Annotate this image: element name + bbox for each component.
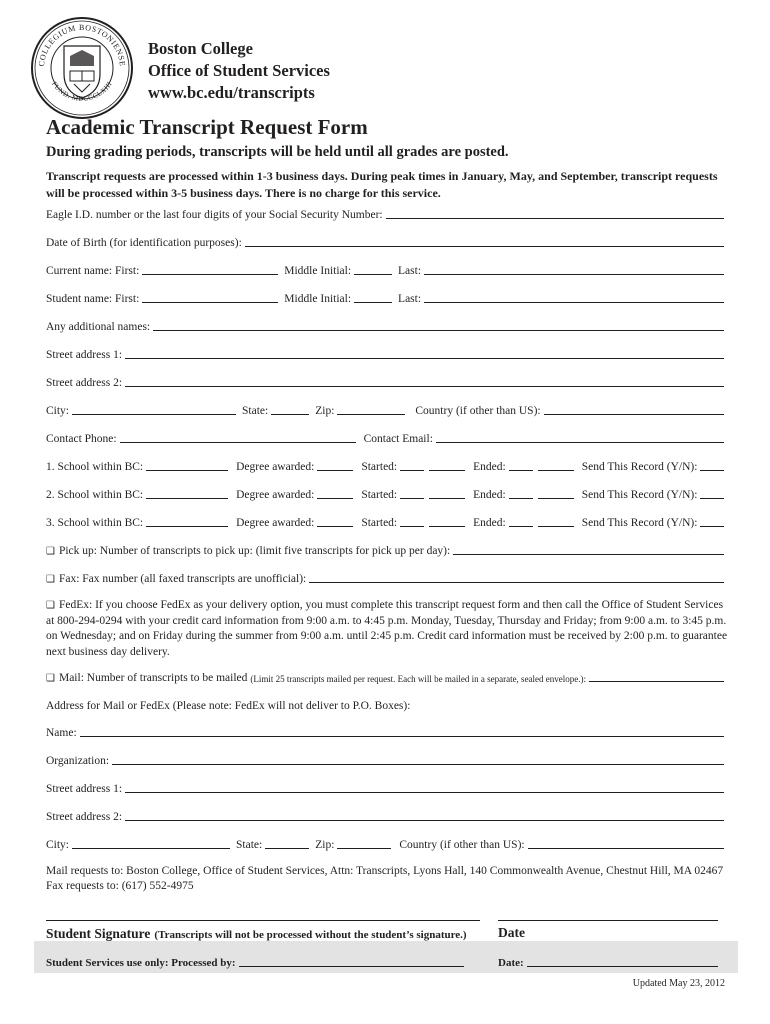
mail-limit-note: (Limit 25 transcripts mailed per request. Each will be mailed in a separate, sealed envelope.): [250, 674, 587, 684]
started-year-input[interactable] [429, 470, 465, 471]
street2-label: Street address 2: [46, 377, 123, 389]
started-month-input[interactable] [400, 526, 424, 527]
street2-row [46, 373, 726, 389]
zip-label: Zip: [315, 405, 335, 417]
country-label: Country (if other than US): [415, 405, 541, 417]
pickup-checkbox[interactable]: ❑ [46, 546, 55, 557]
processing-notice: Transcript requests are processed within 1-3 business days. During peak times in January, May, and September, transcript requests will be processed within 3-5 business days. There is no charge for this service. [46, 169, 718, 200]
mail-label: Mail: Number of transcripts to be mailed [58, 672, 248, 684]
student-name-label: Student name: First: [46, 293, 140, 305]
mail-city-label: City: [46, 839, 70, 851]
pickup-row [46, 541, 726, 557]
school-input[interactable] [146, 498, 228, 499]
student-middle-input[interactable] [354, 302, 392, 303]
send-record-label: Send This Record (Y/N): [581, 489, 698, 501]
student-name-row [46, 289, 726, 305]
grading-notice: During grading periods, transcripts will be held until all grades are posted. [46, 144, 509, 160]
signature-label: Student Signature [46, 926, 151, 941]
last-label: Last: [398, 293, 422, 305]
mail-street2-label: Street address 2: [46, 811, 123, 823]
started-year-input[interactable] [429, 498, 465, 499]
ended-month-input[interactable] [509, 470, 533, 471]
degree-input[interactable] [317, 498, 353, 499]
organization-row [46, 751, 726, 767]
mail-street1-row [46, 779, 726, 795]
send-record-label: Send This Record (Y/N): [581, 461, 698, 473]
fedex-option [46, 598, 731, 660]
date-line[interactable] [498, 920, 718, 921]
school-label: 3. School within BC: [46, 517, 144, 529]
contact-email-input[interactable] [436, 442, 724, 443]
eagle-id-row [46, 205, 726, 221]
institution-name: Boston College [148, 39, 253, 58]
mail-to-address: Mail requests to: Boston College, Office of Student Services, Attn: Transcripts, Lyons Hall, 140 Commonwealth Avenue, Chestnut Hill, MA 02467 [46, 865, 724, 877]
mail-street1-input[interactable] [125, 792, 724, 793]
mail-state-input[interactable] [265, 848, 309, 849]
send-record-input[interactable] [700, 498, 724, 499]
current-middle-input[interactable] [354, 274, 392, 275]
processed-by-label: Student Services use only: Processed by: [46, 957, 236, 969]
current-first-input[interactable] [142, 274, 278, 275]
school-input[interactable] [146, 470, 228, 471]
current-name-label: Current name: First: [46, 265, 140, 277]
contact-phone-input[interactable] [120, 442, 356, 443]
additional-names-label: Any additional names: [46, 321, 151, 333]
started-month-input[interactable] [400, 498, 424, 499]
office-date-row [498, 953, 720, 969]
office-date-input[interactable] [527, 966, 718, 967]
student-first-input[interactable] [142, 302, 278, 303]
dob-input[interactable] [245, 246, 724, 247]
ended-label: Ended: [473, 517, 506, 529]
dob-label: Date of Birth (for identification purposes): [46, 237, 242, 249]
contact-email-label: Contact Email: [363, 433, 433, 445]
pickup-label: Pick up: Number of transcripts to pick up: (limit five transcripts for pick up per day): [58, 545, 451, 557]
student-last-input[interactable] [424, 302, 724, 303]
street1-label: Street address 1: [46, 349, 123, 361]
started-label: Started: [361, 461, 398, 473]
mail-checkbox[interactable]: ❑ [46, 673, 55, 684]
ended-month-input[interactable] [509, 526, 533, 527]
contact-row [46, 429, 726, 445]
school-label: 2. School within BC: [46, 489, 144, 501]
ended-year-input[interactable] [538, 470, 574, 471]
country-input[interactable] [544, 414, 724, 415]
fedex-instructions: FedEx: If you choose FedEx as your delivery option, you must complete this transcript request form and then call the Office of Student Services at 800-294-0294 with your credit card information from 9:00 a.m. to 4:45 p.m. Monday, Tuesday, Thursday and Friday; from 9:00 a.m. to 3:45 p.m. on Wednesday; and on Friday during the summer from 9:00 a.m. until 2:45 p.m. Credit card information must be received by 2:00 p.m. to guarantee next business day delivery. [46, 599, 728, 658]
additional-names-row [46, 317, 726, 333]
city-row [46, 401, 726, 417]
fax-to-number: Fax requests to: (617) 552-4975 [46, 880, 194, 892]
processed-by-input[interactable] [239, 966, 464, 967]
dob-row [46, 233, 726, 249]
ended-label: Ended: [473, 461, 506, 473]
degree-label: Degree awarded: [236, 517, 315, 529]
ended-label: Ended: [473, 489, 506, 501]
mail-street1-label: Street address 1: [46, 783, 123, 795]
mail-street2-row [46, 807, 726, 823]
school-input[interactable] [146, 526, 228, 527]
school-row-1 [46, 457, 726, 473]
svg-text:FUND. MDCCCLXIII: FUND. MDCCCLXIII [50, 80, 114, 103]
date-label: Date [498, 925, 525, 940]
signature-line[interactable] [46, 920, 480, 921]
ended-year-input[interactable] [538, 498, 574, 499]
send-record-input[interactable] [700, 470, 724, 471]
organization-label: Organization: [46, 755, 110, 767]
office-date-label: Date: [498, 957, 524, 969]
svg-text:COLLEGIUM BOSTONIENSE: COLLEGIUM BOSTONIENSE [36, 22, 128, 67]
zip-input[interactable] [337, 414, 405, 415]
mail-country-label: Country (if other than US): [399, 839, 525, 851]
send-record-input[interactable] [700, 526, 724, 527]
degree-label: Degree awarded: [236, 461, 315, 473]
degree-input[interactable] [317, 526, 353, 527]
mail-country-input[interactable] [528, 848, 724, 849]
fax-checkbox[interactable]: ❑ [46, 574, 55, 585]
organization-input[interactable] [112, 764, 724, 765]
mail-city-input[interactable] [72, 848, 230, 849]
street1-row [46, 345, 726, 361]
fax-row [46, 569, 726, 585]
mail-name-input[interactable] [80, 736, 724, 737]
eagle-id-input[interactable] [386, 218, 724, 219]
mail-state-label: State: [236, 839, 263, 851]
office-name: Office of Student Services [148, 61, 330, 80]
updated-date: Updated May 23, 2012 [632, 978, 725, 989]
fax-number-input[interactable] [309, 582, 724, 583]
school-label: 1. School within BC: [46, 461, 144, 473]
ended-month-input[interactable] [509, 498, 533, 499]
degree-label: Degree awarded: [236, 489, 315, 501]
send-record-label: Send This Record (Y/N): [581, 517, 698, 529]
form-title: Academic Transcript Request Form [46, 115, 368, 139]
street1-input[interactable] [125, 358, 724, 359]
current-name-row [46, 261, 726, 277]
mail-count-input[interactable] [589, 681, 724, 682]
started-year-input[interactable] [429, 526, 465, 527]
state-label: State: [242, 405, 269, 417]
signature-note: (Transcripts will not be processed without the student’s signature.) [154, 929, 467, 941]
middle-initial-label: Middle Initial: [284, 293, 352, 305]
school-row-2 [46, 485, 726, 501]
mail-zip-input[interactable] [337, 848, 391, 849]
street2-input[interactable] [125, 386, 724, 387]
started-label: Started: [361, 517, 398, 529]
city-input[interactable] [72, 414, 236, 415]
fedex-checkbox[interactable]: ❑ [46, 600, 55, 611]
website: www.bc.edu/transcripts [148, 83, 315, 102]
mail-row [46, 668, 726, 684]
fax-label: Fax: Fax number (all faxed transcripts are unofficial): [58, 573, 307, 585]
degree-input[interactable] [317, 470, 353, 471]
processed-by-row [46, 953, 466, 969]
school-row-3 [46, 513, 726, 529]
additional-names-input[interactable] [153, 330, 724, 331]
mail-name-row [46, 723, 726, 739]
mail-street2-input[interactable] [125, 820, 724, 821]
pickup-count-input[interactable] [453, 554, 724, 555]
boston-college-seal [30, 16, 134, 120]
city-label: City: [46, 405, 70, 417]
ended-year-input[interactable] [538, 526, 574, 527]
mail-zip-label: Zip: [315, 839, 335, 851]
contact-phone-label: Contact Phone: [46, 433, 117, 445]
mailing-heading-row [46, 696, 726, 712]
eagle-id-label: Eagle I.D. number or the last four digits of your Social Security Number: [46, 209, 383, 221]
mail-city-row [46, 835, 726, 851]
current-last-input[interactable] [424, 274, 724, 275]
middle-initial-label: Middle Initial: [284, 265, 352, 277]
started-month-input[interactable] [400, 470, 424, 471]
state-input[interactable] [271, 414, 309, 415]
started-label: Started: [361, 489, 398, 501]
mail-name-label: Name: [46, 727, 77, 739]
mailing-heading: Address for Mail or FedEx (Please note: FedEx will not deliver to P.O. Boxes): [46, 700, 411, 712]
last-label: Last: [398, 265, 422, 277]
